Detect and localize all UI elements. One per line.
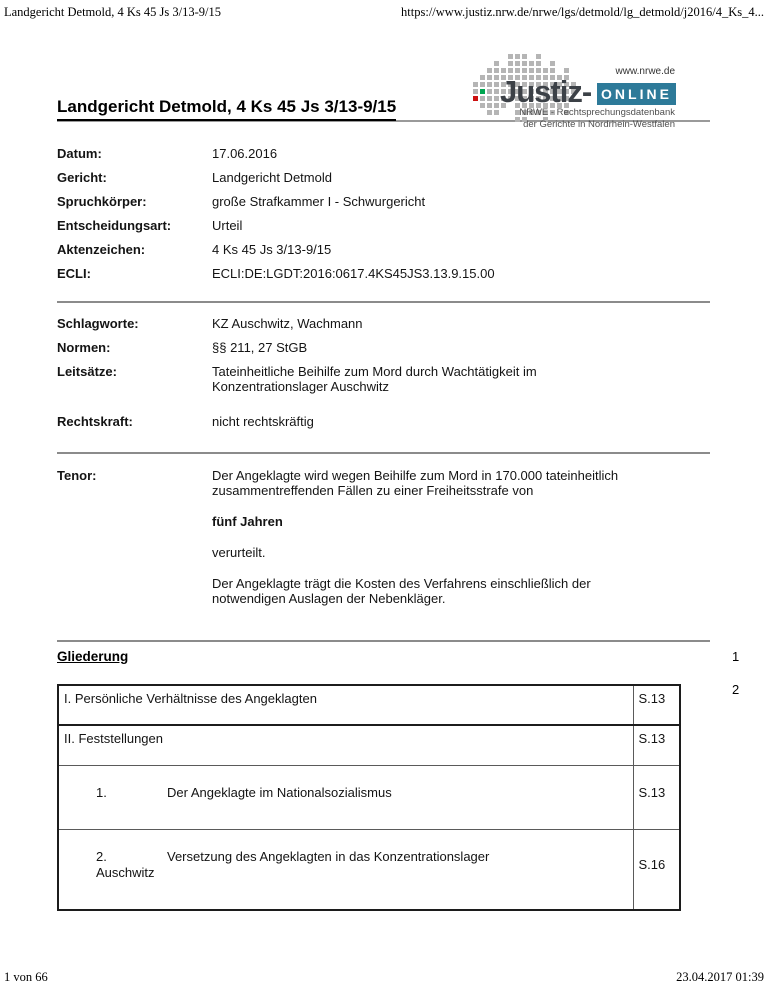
page-title: Landgericht Detmold, 4 Ks 45 Js 3/13-9/15: [57, 97, 396, 121]
meta-value: Landgericht Detmold: [212, 170, 332, 185]
toc-page-ref: S.13: [633, 685, 680, 725]
meta-row-rechtskraft: [57, 414, 710, 429]
meta-value: 4 Ks 45 Js 3/13-9/15: [212, 242, 332, 257]
section-divider: [57, 640, 710, 642]
tenor-line: Der Angeklagte trägt die Kosten des Verfahrens einschließlich der: [212, 576, 591, 591]
justiz-online-logo: [458, 52, 712, 132]
meta-row-normen: [57, 340, 710, 355]
toc-entry-text-wrap: Auschwitz: [96, 864, 155, 880]
meta-row-leitsaetze: [57, 364, 710, 394]
case-details-block: [57, 146, 710, 290]
toc-entry-text: Der Angeklagte im Nationalsozialismus: [167, 784, 392, 800]
logo-online-badge: ONLINE: [597, 83, 676, 105]
logo-justiz-text: Justiz-: [500, 74, 592, 109]
tenor-block: [57, 468, 710, 631]
table-row: [58, 765, 680, 829]
tenor-line: zusammentreffenden Fällen zu einer Freiheitsstrafe von: [212, 483, 534, 498]
meta-row-spruchkoerper: [57, 194, 710, 209]
meta-label: Gericht:: [57, 170, 107, 185]
meta-value: [212, 364, 710, 394]
meta-value: KZ Auschwitz, Wachmann: [212, 316, 363, 331]
toc-entry: II. Feststellungen: [58, 725, 633, 765]
print-header-url: https://www.justiz.nrw.de/nrwe/lgs/detmold/lg_detmold/j2016/4_Ks_4...: [401, 5, 764, 19]
print-footer-timestamp: 23.04.2017 01:39: [676, 970, 764, 984]
meta-value: Urteil: [212, 218, 243, 233]
tenor-paragraph: [212, 468, 710, 498]
meta-row-entscheidungsart: [57, 218, 710, 233]
meta-value: §§ 211, 27 StGB: [212, 340, 308, 355]
tenor-paragraph: [212, 576, 710, 606]
gliederung-toc-table: [57, 684, 681, 911]
meta-label: Datum:: [57, 146, 102, 161]
paragraph-number: 1: [732, 649, 740, 664]
meta-label: Aktenzeichen:: [57, 242, 146, 257]
toc-page-ref: S.13: [633, 765, 680, 829]
print-header-title: Landgericht Detmold, 4 Ks 45 Js 3/13-9/15: [4, 5, 221, 19]
toc-numeral: 2.: [96, 848, 107, 864]
meta-value: 17.06.2016: [212, 146, 278, 161]
meta-label: Entscheidungsart:: [57, 218, 172, 233]
meta-row-schlagworte: [57, 316, 710, 331]
meta-label: Leitsätze:: [57, 364, 117, 379]
meta-row-ecli: [57, 266, 710, 281]
meta-value: ECLI:DE:LGDT:2016:0617.4KS45JS3.13.9.15.00: [212, 266, 495, 281]
meta-label: Rechtskraft:: [57, 414, 133, 429]
meta-label: Normen:: [57, 340, 111, 355]
print-footer-page-info: 1 von 66: [4, 970, 48, 984]
tenor-line: Der Angeklagte wird wegen Beihilfe zum Mord in 170.000 tateinheitlich: [212, 468, 619, 483]
paragraph-number: 2: [732, 682, 740, 697]
section-divider: [57, 452, 710, 454]
toc-entry: I. Persönliche Verhältnisse des Angeklagten: [58, 685, 633, 725]
meta-row-datum: [57, 146, 710, 161]
leitsaetze-line: Konzentrationslager Auschwitz: [212, 379, 390, 394]
nrwe-website-label: www.nrwe.de: [615, 66, 675, 77]
table-row: [58, 829, 680, 910]
logo-tagline-1: NRWE - Rechtsprechungsdatenbank: [519, 107, 675, 118]
leitsaetze-line: Tateinheitliche Beihilfe zum Mord durch Wachtätigkeit im: [212, 364, 537, 379]
tenor-paragraph-sentence: fünf Jahren: [212, 514, 283, 529]
meta-label: Spruchkörper:: [57, 194, 147, 209]
toc-page-ref: S.13: [633, 725, 680, 765]
meta-label: ECLI:: [57, 266, 91, 281]
logo-tagline-2: der Gerichte in Nordrhein-Westfalen: [523, 119, 675, 130]
section-divider: [57, 301, 710, 303]
toc-entry: [58, 765, 633, 829]
toc-page-ref: S.16: [638, 856, 666, 872]
meta-label: Schlagworte:: [57, 316, 139, 331]
classification-block: [57, 316, 710, 438]
table-row: [58, 685, 680, 725]
tenor-label: Tenor:: [57, 468, 97, 483]
gliederung-heading: Gliederung: [57, 649, 129, 664]
tenor-line: notwendigen Auslagen der Nebenkläger.: [212, 591, 446, 606]
meta-row-aktenzeichen: [57, 242, 710, 257]
tenor-row: [57, 468, 710, 622]
toc-entry-text: Versetzung des Angeklagten in das Konzentrationslager: [167, 848, 490, 864]
tenor-paragraph: verurteilt.: [212, 545, 266, 560]
meta-value: große Strafkammer I - Schwurgericht: [212, 194, 426, 209]
meta-value: nicht rechtskräftig: [212, 414, 314, 429]
toc-entry: [58, 829, 633, 910]
tenor-text: [212, 468, 710, 622]
meta-row-gericht: [57, 170, 710, 185]
table-row: [58, 725, 680, 765]
toc-numeral: 1.: [96, 784, 107, 800]
